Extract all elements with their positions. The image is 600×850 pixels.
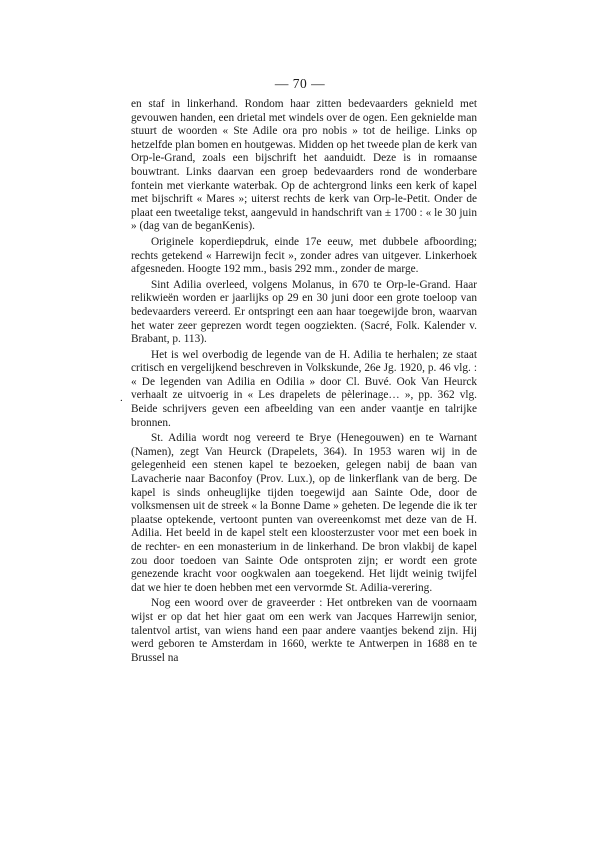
paragraph-2: Originele koperdiepdruk, einde 17e eeuw, met dubbele afboording; rechts getekend « Harrewijn fecit », zonder adres van uitgever. Linkerhoek afgesneden. Hoogte 192 mm., basis 292 mm., zonder de marge.	[131, 235, 477, 276]
paragraph-5: St. Adilia wordt nog vereerd te Brye (Henegouwen) en te Warnant (Namen), zegt Van Heurck (Drapelets, 364). In 1953 waren wij in de gelegenheid een stenen kapel te bezoeken, gelegen nabij de baan van Lavacherie naar Baconfoy (Prov. Lux.), op de linkerflank van de berg. De kapel is sinds onheuglijke tijden toegewijd aan Sainte Ode, door de volksmensen uit de streek « la Bonne Dame » geheten. De legende die ik ter plaatse optekende, vertoont punten van overeenkomst met deze van de H. Adilia. Het beeld in de kapel stelt een kloosterzuster voor met een boek in de rechter- en een monasterium in de linkerhand. De bron vlakbij de kapel zou door toedoen van Sainte Ode ontsproten zijn; er wordt een grote genezende kracht voor oogkwalen aan toegekend. Het lijdt weinig twijfel dat we hier te doen hebben met een vervormde St. Adilia-verering.	[131, 432, 477, 594]
paragraph-6: Nog een woord over de graveerder : Het ontbreken van de voornaam wijst er op dat het hier gaat om een werk van Jacques Harrewijn senior, talentvol artist, van wiens hand een paar andere vaantjes bekend zijn. Hij werd geboren te Amsterdam in 1660, werkte te Antwerpen in 1688 en te Brussel na	[131, 597, 477, 664]
paragraph-1: en staf in linkerhand. Rondom haar zitten bedevaarders geknield met gevouwen handen, een drietal met windels over de ogen. Een geknielde man stuurt de woorden « Ste Adile ora pro nobis » tot de heilige. Links op hetzelfde plan bomen en houtgewas. Midden op het tweede plan de kerk van Orp-le-Grand, zoals een bijschrift het aanduidt. Deze is in romaanse bouwtrant. Links daarvan een groep bedevaarders rond de wonderbare fontein met vierkante waterbak. Op de achtergrond links een kerk of kapel met bijschrift « Mares »; uiterst rechts de kerk van Orp-le-Petit. Onder de plaat een tweetalige tekst, aangevuld in handschrift van ± 1700 : « le 30 juin » (dag van de beganKenis).	[131, 98, 478, 233]
margin-mark: .	[120, 392, 123, 404]
page-number: — 70 —	[274, 76, 326, 91]
paragraph-4: Het is wel overbodig de legende van de H. Adilia te herhalen; ze staat critisch en vergelijkend beschreven in Volkskunde, 26e Jg. 1920, p. 46 vlg. : « De legenden van Adilia en Odilia » door Cl. Buvé. Ook Van Heurck verhaalt ze uitvoerig in « Les drapelets de pèlerinage… », pp. 362 vlg. Beide schrijvers geven een afbeelding van een ander vaantje en talrijke bronnen.	[131, 348, 477, 429]
body-text	[131, 98, 477, 667]
paragraph-3: Sint Adilia overleed, volgens Molanus, in 670 te Orp-le-Grand. Haar relikwieën worden er jaarlijks op 29 en 30 juni door een grote toeloop van bedevaarders vereerd. Er ontspringt een aan haar toegewijde bron, waarvan het water zeer geprezen wordt tegen oogziekten. (Sacré, Folk. Kalender v. Brabant, p. 113).	[131, 278, 477, 346]
